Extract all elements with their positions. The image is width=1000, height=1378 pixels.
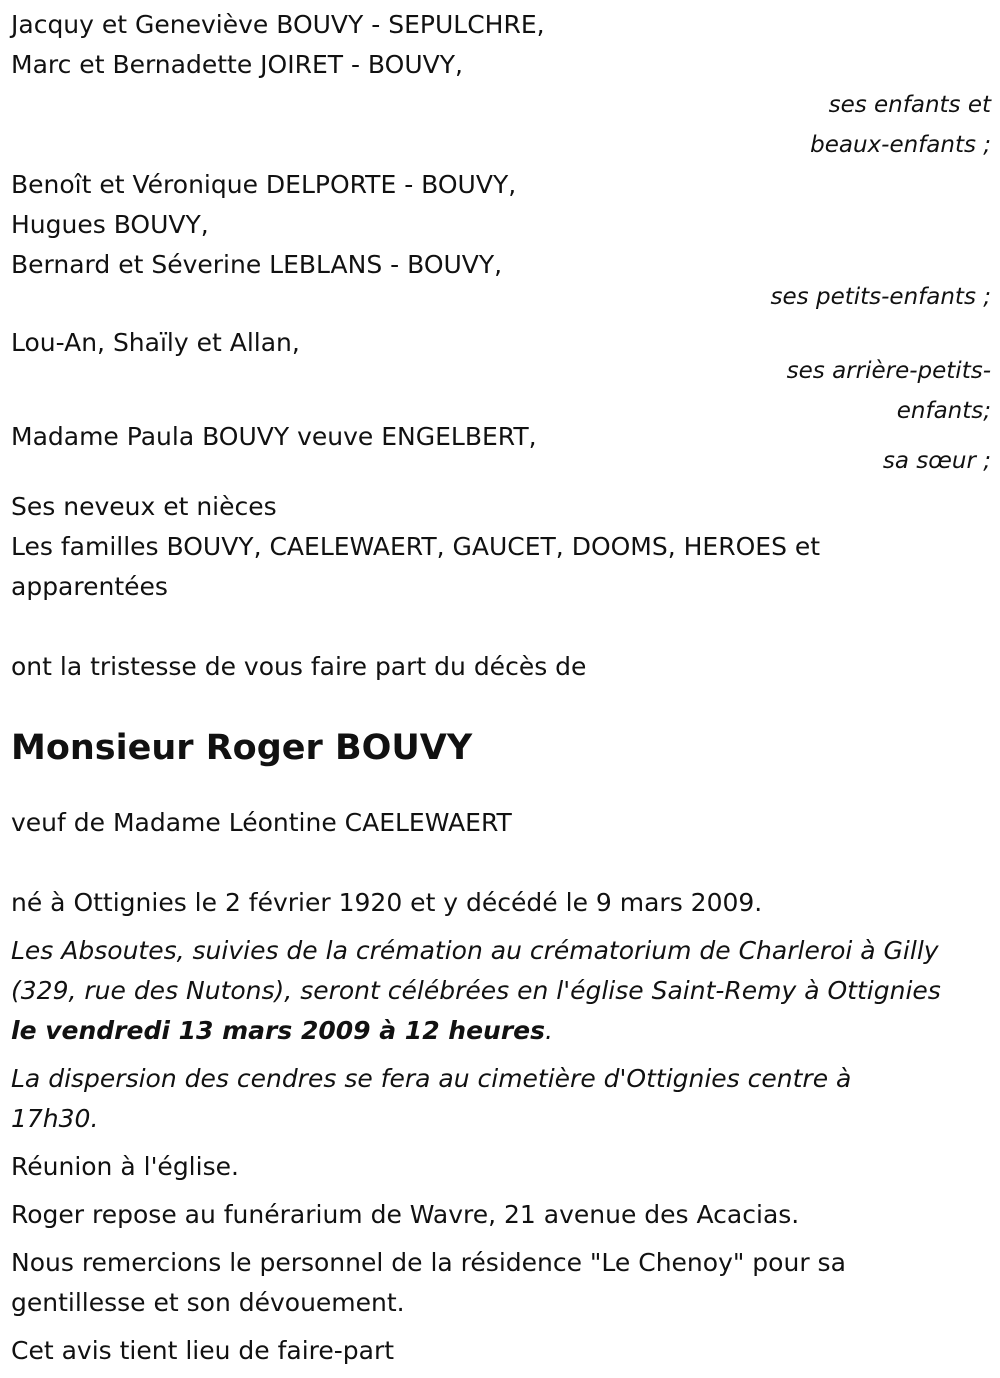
children-role-line-1: ses enfants et (828, 92, 991, 118)
birth-death-text: né à Ottignies le 2 février 1920 et y décédé le 9 mars 2009. (11, 888, 763, 917)
closing-text: Cet avis tient lieu de faire-part (11, 1336, 395, 1365)
dispersion-text: La dispersion des cendres se fera au cimetière d'Ottignies centre à 17h30. (11, 1064, 852, 1133)
thanks-text: Nous remercions le personnel de la résidence "Le Chenoy" pour sa gentillesse et son dévouement. (11, 1248, 846, 1317)
deceased-name: Monsieur Roger BOUVY (11, 728, 473, 768)
grandchildren-block (11, 165, 991, 309)
grandchildren-line-2: Hugues BOUVY, (11, 210, 209, 239)
others-line-2: Les familles BOUVY, CAELEWAERT, GAUCET, DOOMS, HEROES et (11, 532, 821, 561)
children-role-line-2: beaux-enfants ; (810, 132, 991, 158)
children-block (11, 5, 991, 165)
great-grandchildren-role-line-1: ses arrière-petits- (786, 358, 991, 384)
others-line-3: apparentées (11, 572, 168, 601)
children-role (11, 85, 991, 165)
great-grandchildren-line: Lou-An, Shaïly et Allan, (11, 328, 300, 357)
rest-place-text: Roger repose au funérarium de Wavre, 21 avenue des Acacias. (11, 1200, 800, 1229)
meeting-text: Réunion à l'église. (11, 1152, 239, 1181)
great-grandchildren-block (11, 323, 991, 431)
great-grandchildren-role-line-2: enfants; (896, 398, 991, 424)
announcement-text: ont la tristesse de vous faire part du décès de (11, 652, 587, 681)
grandchildren-line-3: Bernard et Séverine LEBLANS - BOUVY, (11, 250, 503, 279)
children-line-2: Marc et Bernadette JOIRET - BOUVY, (11, 50, 463, 79)
grandchildren-line-1: Benoît et Véronique DELPORTE - BOUVY, (11, 170, 517, 199)
ceremony-when: le vendredi 13 mars 2009 à 12 heures (11, 1016, 546, 1045)
others-line-1: Ses neveux et nièces (11, 492, 277, 521)
widower-of-text: veuf de Madame Léontine CAELEWAERT (11, 808, 512, 837)
ceremony-text: Les Absoutes, suivies de la crémation au crématorium de Charleroi à Gilly (329, rue des Nutons), seront célébrées en l'église Saint-Remy à Ottignies (11, 936, 941, 1005)
sister-block (11, 417, 991, 473)
grandchildren-role: ses petits-enfants ; (770, 284, 991, 310)
sister-role: sa sœur ; (882, 448, 991, 474)
sister-line: Madame Paula BOUVY veuve ENGELBERT, (11, 422, 537, 451)
ceremony-paragraph (11, 931, 941, 1051)
obituary-notice (11, 5, 991, 1371)
others-block (11, 487, 991, 607)
ceremony-end: . (545, 1016, 553, 1045)
children-line-1: Jacquy et Geneviève BOUVY - SEPULCHRE, (11, 10, 545, 39)
